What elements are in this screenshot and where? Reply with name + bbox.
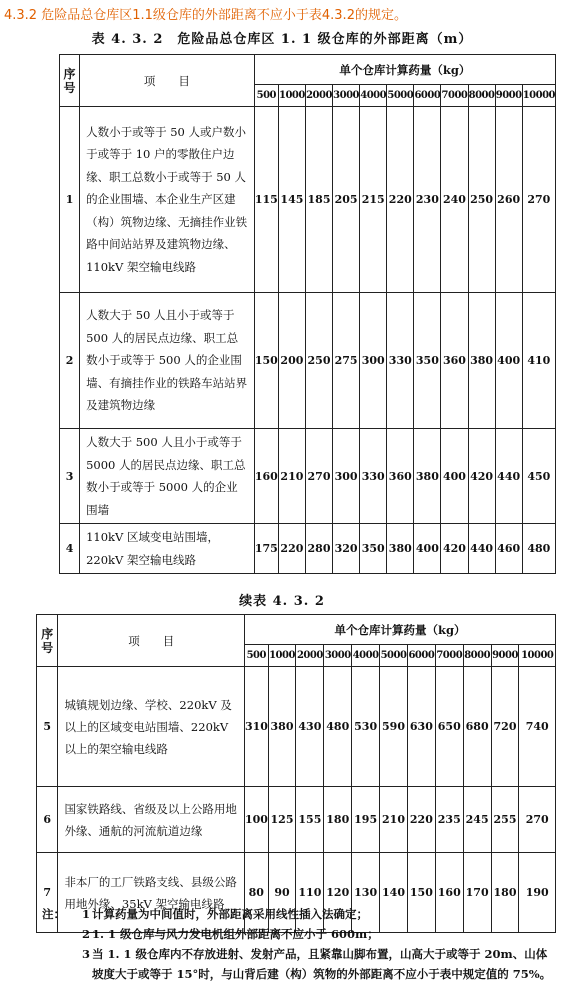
note-number: 2	[82, 927, 91, 941]
distance-value: 280	[305, 524, 332, 574]
capacity-header: 2000	[305, 85, 332, 107]
distance-value: 250	[305, 293, 332, 429]
note-text: 计算药量为中间值时，外部距离采用线性插入法确定；	[92, 907, 368, 921]
distance-value: 235	[435, 787, 463, 853]
distance-value: 145	[278, 107, 305, 293]
capacity-header: 6000	[414, 85, 441, 107]
col-seq-header: 序号	[60, 55, 80, 107]
col-item-header: 项 目	[58, 615, 245, 667]
distance-value: 275	[333, 293, 360, 429]
capacity-header: 1000	[268, 645, 296, 667]
distance-value: 410	[522, 293, 555, 429]
distance-value: 380	[387, 524, 414, 574]
distance-value: 140	[380, 853, 408, 933]
row-item: 人数大于 500 人且小于或等于 5000 人的居民点边缘、职工总数小于或等于 5000 人的企业围墙	[80, 429, 255, 524]
table1	[59, 54, 556, 574]
section-heading: 4.3.2 危险品总仓库区1.1级仓库的外部距离不应小于表4.3.2的规定。	[4, 8, 407, 23]
row-seq: 1	[60, 107, 80, 293]
distance-value: 270	[519, 787, 556, 853]
distance-value: 245	[463, 787, 491, 853]
distance-value: 190	[519, 853, 556, 933]
row-seq: 4	[60, 524, 80, 574]
distance-value: 440	[495, 429, 522, 524]
table1-caption: 表 4. 3. 2 危险品总仓库区 1. 1 级仓库的外部距离（m）	[91, 32, 473, 47]
capacity-header: 7000	[435, 645, 463, 667]
note-item	[42, 904, 552, 924]
distance-value: 380	[414, 429, 441, 524]
distance-value: 330	[387, 293, 414, 429]
col-seq-header: 序号	[37, 615, 58, 667]
distance-value: 220	[278, 524, 305, 574]
distance-value: 430	[296, 667, 324, 787]
distance-value: 125	[268, 787, 296, 853]
distance-value: 230	[414, 107, 441, 293]
row-item: 110kV 区域变电站围墙，220kV 架空输电线路	[80, 524, 255, 574]
notes-label: 注：	[42, 907, 65, 921]
capacity-header: 8000	[463, 645, 491, 667]
capacity-header: 6000	[407, 645, 435, 667]
table-row	[60, 107, 556, 293]
note-item	[62, 944, 552, 984]
distance-value: 155	[296, 787, 324, 853]
capacity-header: 9000	[495, 85, 522, 107]
distance-value: 350	[414, 293, 441, 429]
distance-value: 450	[522, 429, 555, 524]
distance-value: 400	[495, 293, 522, 429]
distance-value: 400	[441, 429, 468, 524]
distance-value: 220	[407, 787, 435, 853]
distance-value: 320	[333, 524, 360, 574]
row-item: 非本厂的工厂铁路支线、县级公路用地外缘、35kV 架空输电线路	[58, 853, 245, 933]
table-row	[60, 429, 556, 524]
capacity-header: 9000	[491, 645, 519, 667]
distance-value: 195	[352, 787, 380, 853]
distance-value: 185	[305, 107, 332, 293]
capacity-header: 5000	[380, 645, 408, 667]
table-row	[60, 293, 556, 429]
row-item: 城镇规划边缘、学校、220kV 及以上的区域变电站围墙、220kV 以上的架空输电线路	[58, 667, 245, 787]
distance-value: 630	[407, 667, 435, 787]
distance-value: 150	[254, 293, 278, 429]
row-seq: 2	[60, 293, 80, 429]
table-row	[37, 787, 556, 853]
distance-value: 480	[324, 667, 352, 787]
distance-value: 350	[360, 524, 387, 574]
distance-value: 590	[380, 667, 408, 787]
capacity-header: 1000	[278, 85, 305, 107]
distance-value: 100	[245, 787, 269, 853]
row-item: 人数小于或等于 50 人或户数小于或等于 10 户的零散住户边缘、职工总数小于或等于 50 人的企业围墙、本企业生产区建（构）筑物边缘、无摘挂作业铁路中间站站界及建筑物边缘、110kV 架空输电线路	[80, 107, 255, 293]
distance-value: 210	[278, 429, 305, 524]
distance-value: 250	[468, 107, 495, 293]
distance-value: 360	[441, 293, 468, 429]
distance-value: 440	[468, 524, 495, 574]
table2-caption: 续表 4. 3. 2	[239, 594, 325, 609]
distance-value: 115	[254, 107, 278, 293]
distance-value: 90	[268, 853, 296, 933]
row-item: 国家铁路线、省级及以上公路用地外缘、通航的河流航道边缘	[58, 787, 245, 853]
capacity-header: 7000	[441, 85, 468, 107]
notes	[42, 904, 552, 984]
distance-value: 120	[324, 853, 352, 933]
row-seq: 5	[37, 667, 58, 787]
capacity-header: 10000	[519, 645, 556, 667]
distance-value: 110	[296, 853, 324, 933]
distance-value: 460	[495, 524, 522, 574]
distance-value: 200	[278, 293, 305, 429]
distance-value: 215	[360, 107, 387, 293]
distance-value: 175	[254, 524, 278, 574]
distance-value: 300	[333, 429, 360, 524]
table-row	[60, 524, 556, 574]
row-seq: 7	[37, 853, 58, 933]
distance-value: 400	[414, 524, 441, 574]
note-text: 1. 1 级仓库与风力发电机组外部距离不应小于 600m；	[92, 927, 379, 941]
note-number: 1	[82, 907, 91, 921]
distance-value: 240	[441, 107, 468, 293]
distance-value: 270	[522, 107, 555, 293]
distance-value: 270	[305, 429, 332, 524]
distance-value: 210	[380, 787, 408, 853]
capacity-header: 10000	[522, 85, 555, 107]
capacity-header: 500	[245, 645, 269, 667]
note-item	[62, 924, 552, 944]
distance-value: 380	[468, 293, 495, 429]
col-item-header: 项 目	[80, 55, 255, 107]
distance-value: 330	[360, 429, 387, 524]
row-seq: 6	[37, 787, 58, 853]
capacity-header: 5000	[387, 85, 414, 107]
distance-value: 180	[491, 853, 519, 933]
table-row	[37, 667, 556, 787]
capacity-header: 3000	[333, 85, 360, 107]
distance-value: 150	[407, 853, 435, 933]
note-text: 当 1. 1 级仓库内不存放进射、发射产品，且紧靠山脚布置，山高大于或等于 20m、山体坡度大于或等于 15°时，与山背后建（构）筑物的外部距离不应小于表中规定值的 75%。	[92, 947, 552, 981]
row-seq: 3	[60, 429, 80, 524]
distance-value: 680	[463, 667, 491, 787]
distance-value: 480	[522, 524, 555, 574]
distance-value: 255	[491, 787, 519, 853]
distance-value: 740	[519, 667, 556, 787]
distance-value: 160	[435, 853, 463, 933]
capacity-header: 4000	[360, 85, 387, 107]
capacity-header: 2000	[296, 645, 324, 667]
distance-value: 650	[435, 667, 463, 787]
capacity-header: 3000	[324, 645, 352, 667]
distance-value: 80	[245, 853, 269, 933]
capacity-header: 4000	[352, 645, 380, 667]
distance-value: 310	[245, 667, 269, 787]
distance-value: 170	[463, 853, 491, 933]
distance-value: 160	[254, 429, 278, 524]
col-group-header: 单个仓库计算药量（kg）	[254, 55, 555, 85]
distance-value: 380	[268, 667, 296, 787]
distance-value: 220	[387, 107, 414, 293]
distance-value: 260	[495, 107, 522, 293]
note-number: 3	[82, 947, 91, 961]
distance-value: 180	[324, 787, 352, 853]
distance-value: 530	[352, 667, 380, 787]
distance-value: 205	[333, 107, 360, 293]
distance-value: 300	[360, 293, 387, 429]
col-group-header: 单个仓库计算药量（kg）	[245, 615, 556, 645]
distance-value: 720	[491, 667, 519, 787]
distance-value: 130	[352, 853, 380, 933]
capacity-header: 500	[254, 85, 278, 107]
distance-value: 420	[468, 429, 495, 524]
distance-value: 420	[441, 524, 468, 574]
row-item: 人数大于 50 人且小于或等于 500 人的居民点边缘、职工总数小于或等于 500 人的企业围墙、有摘挂作业的铁路车站站界及建筑物边缘	[80, 293, 255, 429]
distance-value: 360	[387, 429, 414, 524]
table2	[36, 614, 556, 933]
capacity-header: 8000	[468, 85, 495, 107]
